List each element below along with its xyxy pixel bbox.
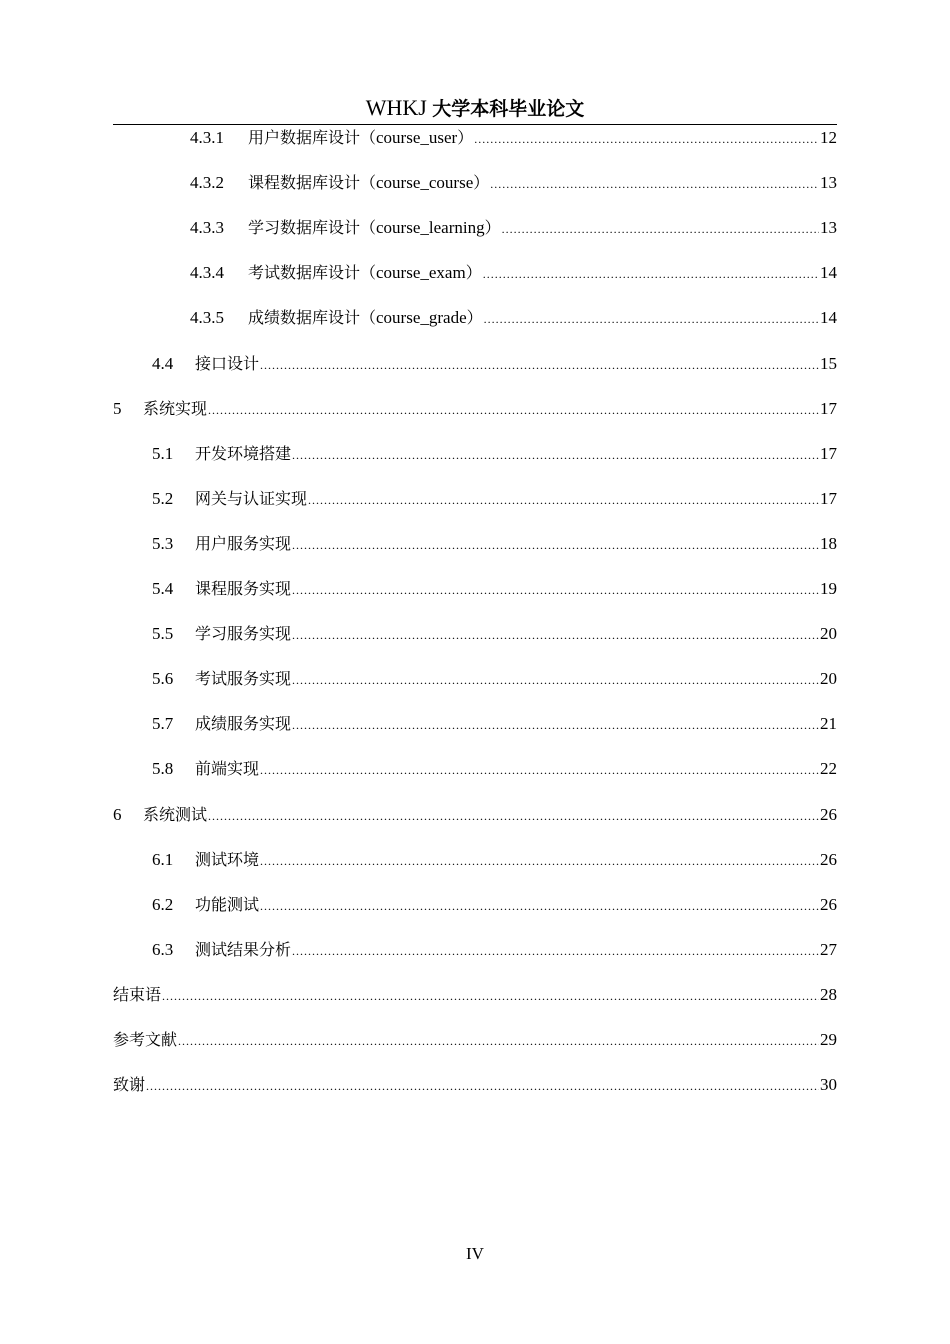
toc-entry-title-close: ） — [473, 173, 490, 193]
toc-entry-page-number: 15 — [820, 353, 837, 373]
toc-entry-table-name: course_user — [376, 128, 458, 147]
toc-entry-number: 4.3.4 — [190, 263, 224, 283]
toc-entry-page-number: 17 — [820, 488, 837, 508]
toc-entry-title-text: 考试数据库设计（ — [248, 263, 377, 283]
toc-dot-leader — [484, 307, 819, 331]
toc-entry-title-text: 系统实现 — [143, 398, 208, 418]
toc-dot-leader — [292, 623, 819, 647]
toc-entry-page-number: 29 — [820, 1030, 837, 1049]
toc-dot-leader — [292, 713, 819, 737]
toc-entry-number: 6.1 — [152, 849, 174, 869]
toc-entry-title-text: 测试环境 — [195, 849, 260, 869]
header-title-latin: WHKJ — [365, 95, 427, 120]
toc-entry-page-number: 30 — [820, 1075, 837, 1095]
toc-entry-number: 5.2 — [152, 488, 174, 508]
toc-entry-title — [195, 848, 259, 872]
toc-entry-title — [248, 306, 483, 330]
toc-entry-title — [248, 261, 482, 285]
toc-entry-title-text: 结束语 — [113, 984, 162, 1004]
toc-entry-title — [195, 577, 291, 601]
toc-entry[interactable] — [113, 622, 837, 646]
toc-entry-page-number: 17 — [820, 443, 837, 463]
toc-entry-page-number: 13 — [820, 218, 837, 238]
toc-entry-title-close: ） — [484, 218, 501, 238]
toc-entry-title — [195, 893, 259, 917]
toc-entry-title — [195, 622, 291, 646]
toc-dot-leader — [292, 668, 819, 692]
toc-entry-number: 5.7 — [152, 714, 174, 734]
toc-entry-number: 5.1 — [152, 443, 174, 463]
toc-entry-number: 6 — [113, 804, 122, 824]
toc-entry-page-number: 17 — [820, 398, 837, 418]
toc-entry-table-name: course_grade — [376, 308, 467, 328]
toc-entry[interactable] — [113, 171, 837, 195]
toc-entry-table-name: course_course — [376, 173, 474, 193]
toc-entry-title-text: 用户服务实现 — [195, 533, 292, 553]
toc-entry-table-name: course_learning — [376, 218, 485, 238]
toc-entry-title — [248, 171, 489, 195]
toc-entry-page-number: 27 — [820, 939, 837, 959]
toc-dot-leader — [490, 172, 819, 196]
toc-entry[interactable] — [113, 487, 837, 511]
toc-dot-leader — [292, 533, 819, 557]
toc-entry-title — [195, 757, 259, 781]
toc-entry-number: 5.6 — [152, 669, 174, 689]
toc-entry[interactable] — [113, 577, 837, 601]
toc-entry-title-text: 接口设计 — [195, 353, 260, 373]
toc-entry-number: 6.3 — [152, 939, 174, 959]
toc-dot-leader — [162, 984, 819, 1008]
toc-entry-page-number: 13 — [820, 173, 837, 193]
toc-entry[interactable] — [113, 261, 837, 285]
toc-entry-number: 5 — [113, 398, 122, 418]
toc-entry-page-number: 28 — [820, 984, 837, 1004]
toc-entry-title-text: 成绩服务实现 — [195, 714, 292, 734]
toc-entry-page-number: 14 — [820, 308, 837, 328]
toc-entry-number: 5.3 — [152, 533, 174, 553]
toc-dot-leader — [260, 849, 819, 873]
toc-entry-number: 5.5 — [152, 624, 174, 644]
toc-entry-title — [195, 487, 307, 511]
toc-entry-title-close: ） — [466, 308, 483, 328]
toc-entry-number: 5.8 — [152, 759, 174, 779]
toc-entry[interactable] — [113, 306, 837, 330]
toc-entry[interactable] — [113, 442, 837, 466]
toc-dot-leader — [208, 804, 819, 828]
toc-entry-page-number: 18 — [820, 533, 837, 553]
toc-entry-title-text: 致谢 — [113, 1075, 146, 1095]
toc-entry-title-text: 成绩数据库设计（ — [248, 308, 377, 328]
toc-entry-number: 4.3.2 — [190, 173, 224, 193]
toc-entry-page-number: 26 — [820, 804, 837, 824]
toc-entry[interactable] — [113, 1028, 837, 1052]
toc-entry[interactable] — [113, 712, 837, 736]
toc-entry[interactable] — [113, 667, 837, 691]
toc-entry[interactable] — [113, 983, 837, 1007]
toc-entry-page-number: 20 — [820, 669, 837, 689]
toc-entry-page-number: 26 — [820, 894, 837, 914]
toc-entry[interactable] — [113, 757, 837, 781]
toc-entry-page-number: 12 — [820, 128, 837, 147]
toc-entry-title — [195, 532, 291, 556]
toc-entry-title-text: 课程服务实现 — [195, 579, 292, 598]
toc-dot-leader — [474, 127, 819, 151]
toc-dot-leader — [146, 1074, 819, 1098]
toc-entry-title — [113, 983, 161, 1007]
toc-dot-leader — [260, 758, 819, 782]
toc-entry-page-number: 14 — [820, 263, 837, 283]
toc-dot-leader — [292, 939, 819, 963]
toc-entry-title-text: 开发环境搭建 — [195, 443, 292, 463]
toc-dot-leader — [260, 353, 819, 377]
toc-entry-title — [113, 1073, 145, 1097]
toc-entry-page-number: 21 — [820, 714, 837, 734]
toc-entry[interactable] — [113, 938, 837, 962]
toc-entry[interactable] — [113, 397, 837, 421]
page-number: IV — [466, 1244, 484, 1263]
toc-entry-title-text: 前端实现 — [195, 759, 260, 779]
toc-entry-number: 4.3.1 — [190, 128, 224, 147]
toc-entry[interactable] — [113, 848, 837, 872]
toc-dot-leader — [260, 894, 819, 918]
toc-entry[interactable] — [113, 532, 837, 556]
toc-entry-title — [195, 352, 259, 376]
header-title-cn: 大学本科毕业论文 — [432, 98, 585, 120]
toc-entry-title-text: 学习数据库设计（ — [248, 218, 377, 238]
toc-entry-title — [195, 938, 291, 962]
toc-entry-title — [113, 1028, 177, 1052]
toc-entry-number: 4.3.3 — [190, 218, 224, 238]
toc-entry[interactable] — [113, 352, 837, 376]
toc-entry-title — [248, 216, 501, 240]
toc-dot-leader — [308, 488, 819, 512]
toc-entry-title-text: 系统测试 — [143, 804, 208, 824]
toc-entry-title-text: 参考文献 — [113, 1030, 178, 1049]
toc-entry-title-close: ） — [465, 263, 482, 283]
toc-entry-number: 6.2 — [152, 894, 174, 914]
toc-entry-title-text: 课程数据库设计（ — [248, 173, 377, 193]
toc-entry-title-text: 考试服务实现 — [195, 669, 292, 689]
toc-entry[interactable] — [113, 1073, 837, 1097]
toc-dot-leader — [292, 443, 819, 467]
toc-entry-title-text: 用户数据库设计（ — [248, 128, 377, 147]
toc-entry-title — [195, 442, 291, 466]
toc-entry-number: 4.3.5 — [190, 308, 224, 328]
toc-entry-title — [143, 803, 207, 827]
toc-dot-leader — [292, 578, 819, 602]
toc-entry-title-text: 学习服务实现 — [195, 624, 292, 644]
toc-entry-title-close: ） — [457, 128, 474, 147]
toc-entry-title-text: 网关与认证实现 — [195, 488, 308, 508]
page-header — [113, 92, 837, 125]
toc-entry-page-number: 22 — [820, 759, 837, 779]
toc-entry-title — [248, 126, 473, 150]
toc-entry-page-number: 26 — [820, 849, 837, 869]
toc-entry-number: 4.4 — [152, 353, 174, 373]
toc-dot-leader — [178, 1029, 819, 1053]
toc-entry-table-name: course_exam — [376, 263, 466, 283]
toc-entry[interactable] — [113, 126, 837, 150]
toc-entry-number: 5.4 — [152, 579, 174, 598]
toc-dot-leader — [483, 262, 819, 286]
toc-entry-page-number: 19 — [820, 579, 837, 598]
toc-entry-title-text: 功能测试 — [195, 894, 260, 914]
toc-entry[interactable] — [113, 216, 837, 240]
toc-entry-title-text: 测试结果分析 — [195, 939, 292, 959]
toc-entry[interactable] — [113, 803, 837, 827]
toc-dot-leader — [502, 217, 819, 241]
toc-entry[interactable] — [113, 893, 837, 917]
toc-dot-leader — [208, 398, 819, 422]
toc-entry-page-number: 20 — [820, 624, 837, 644]
toc-entry-title — [143, 397, 207, 421]
toc-entry-title — [195, 712, 291, 736]
toc-entry-title — [195, 667, 291, 691]
